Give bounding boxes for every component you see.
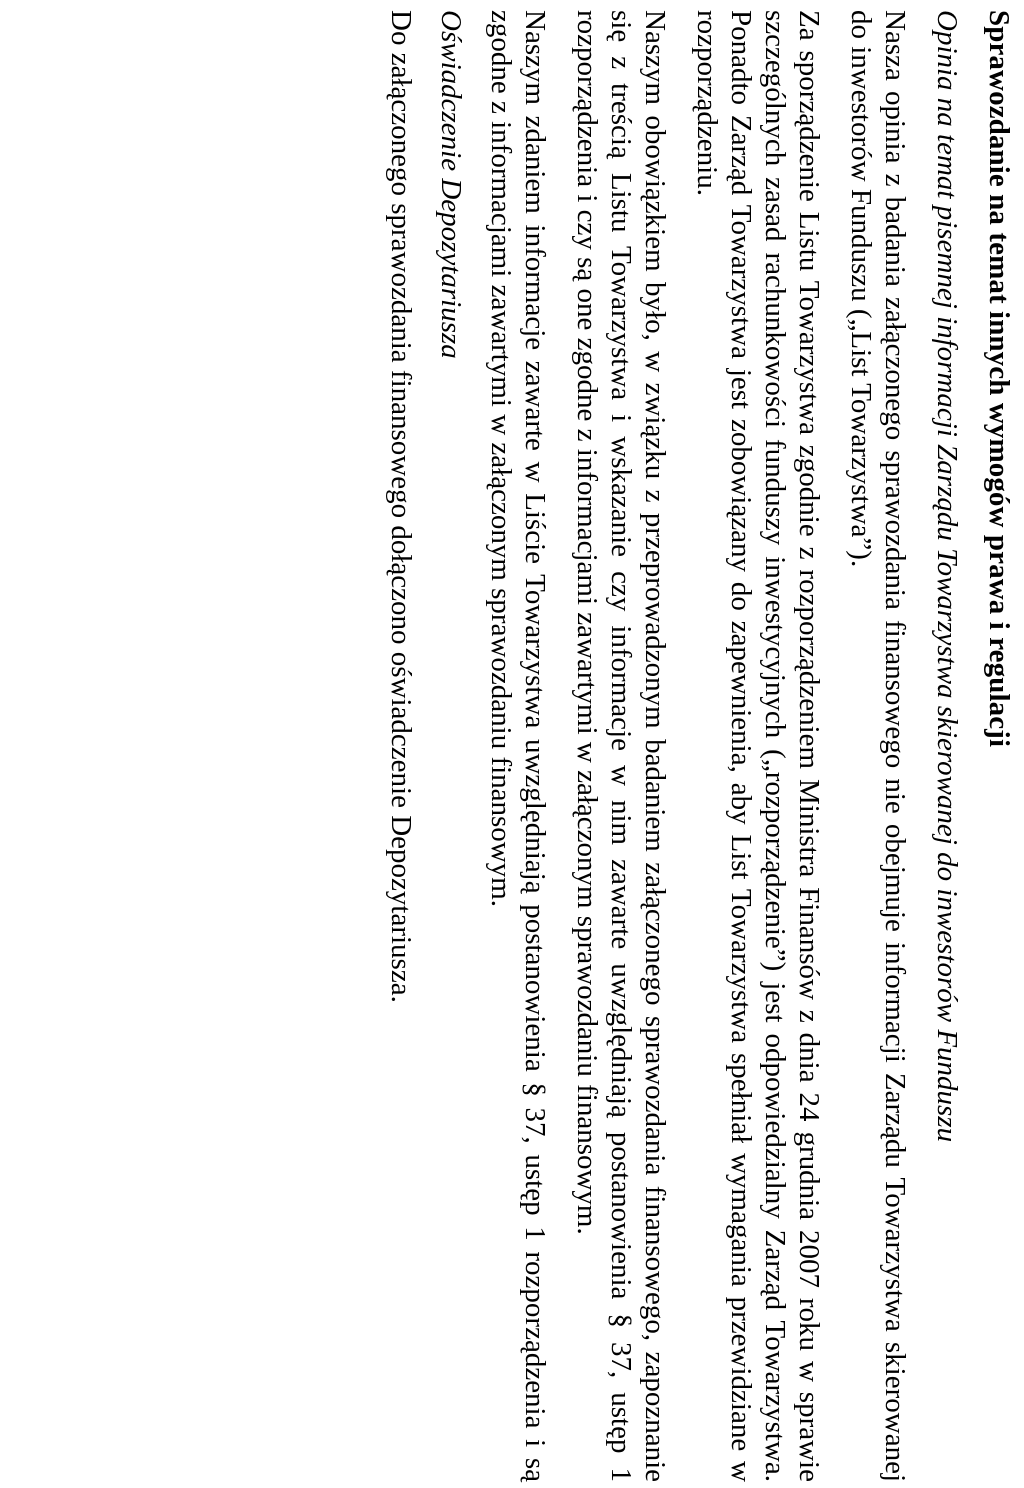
paragraph-depositary: Do załączonego sprawozdania finansowego dołączono oświadczenie Depozytariusza. xyxy=(385,10,417,1003)
paragraph-obligation: Naszym obowiązkiem było, w związku z przeprowadzonym badaniem załączonego sprawozdania finansowego, zapoznanie się z treścią Listu Towarzystwa i wskazanie czy informacje w nim zawarte uwzględniają postanowienia § 37, ustęp 1 rozporządzenia i czy są one zgodne z informacjami zawartymi w załączonym sprawozdaniu finansowym. xyxy=(571,10,671,1482)
opinion-subheading: Opinia na temat pisemnej informacji Zarządu Towarzystwa skierowanej do inwestorów Funduszu xyxy=(931,10,963,1143)
depositary-section-title: Oświadczenie Depozytariusza xyxy=(435,10,467,359)
paragraph-responsibility: Za sporządzenie Listu Towarzystwa zgodnie z rozporządzeniem Ministra Finansów z dnia 24 grudnia 2007 roku w sprawie szczególnych zasad rachunkowości funduszy inwestycyjnych („rozporządzenie”) jest odpowiedzialny Zarząd Towarzystwa. Ponadto Zarząd Towarzystwa jest zobowiązany do zapewnienia, aby List Towarzystwa spełniał wymagania przewidziane w rozporządzeniu. xyxy=(691,10,825,1482)
report-heading: Sprawozdanie na temat innych wymogów prawa i regulacji xyxy=(983,10,1015,748)
paragraph-opinion: Naszym zdaniem informacje zawarte w Liście Towarzystwa uwzględniają postanowienia § 37, ustęp 1 rozporządzenia i są zgodne z informacjami zawartymi w załączonym sprawozdaniu finansowym. xyxy=(485,10,551,1482)
paragraph-scope: Nasza opinia z badania załączonego sprawozdania finansowego nie obejmuje informacji Zarządu Towarzystwa skierowanej do inwestorów Funduszu („List Towarzystwa”). xyxy=(845,10,911,1482)
